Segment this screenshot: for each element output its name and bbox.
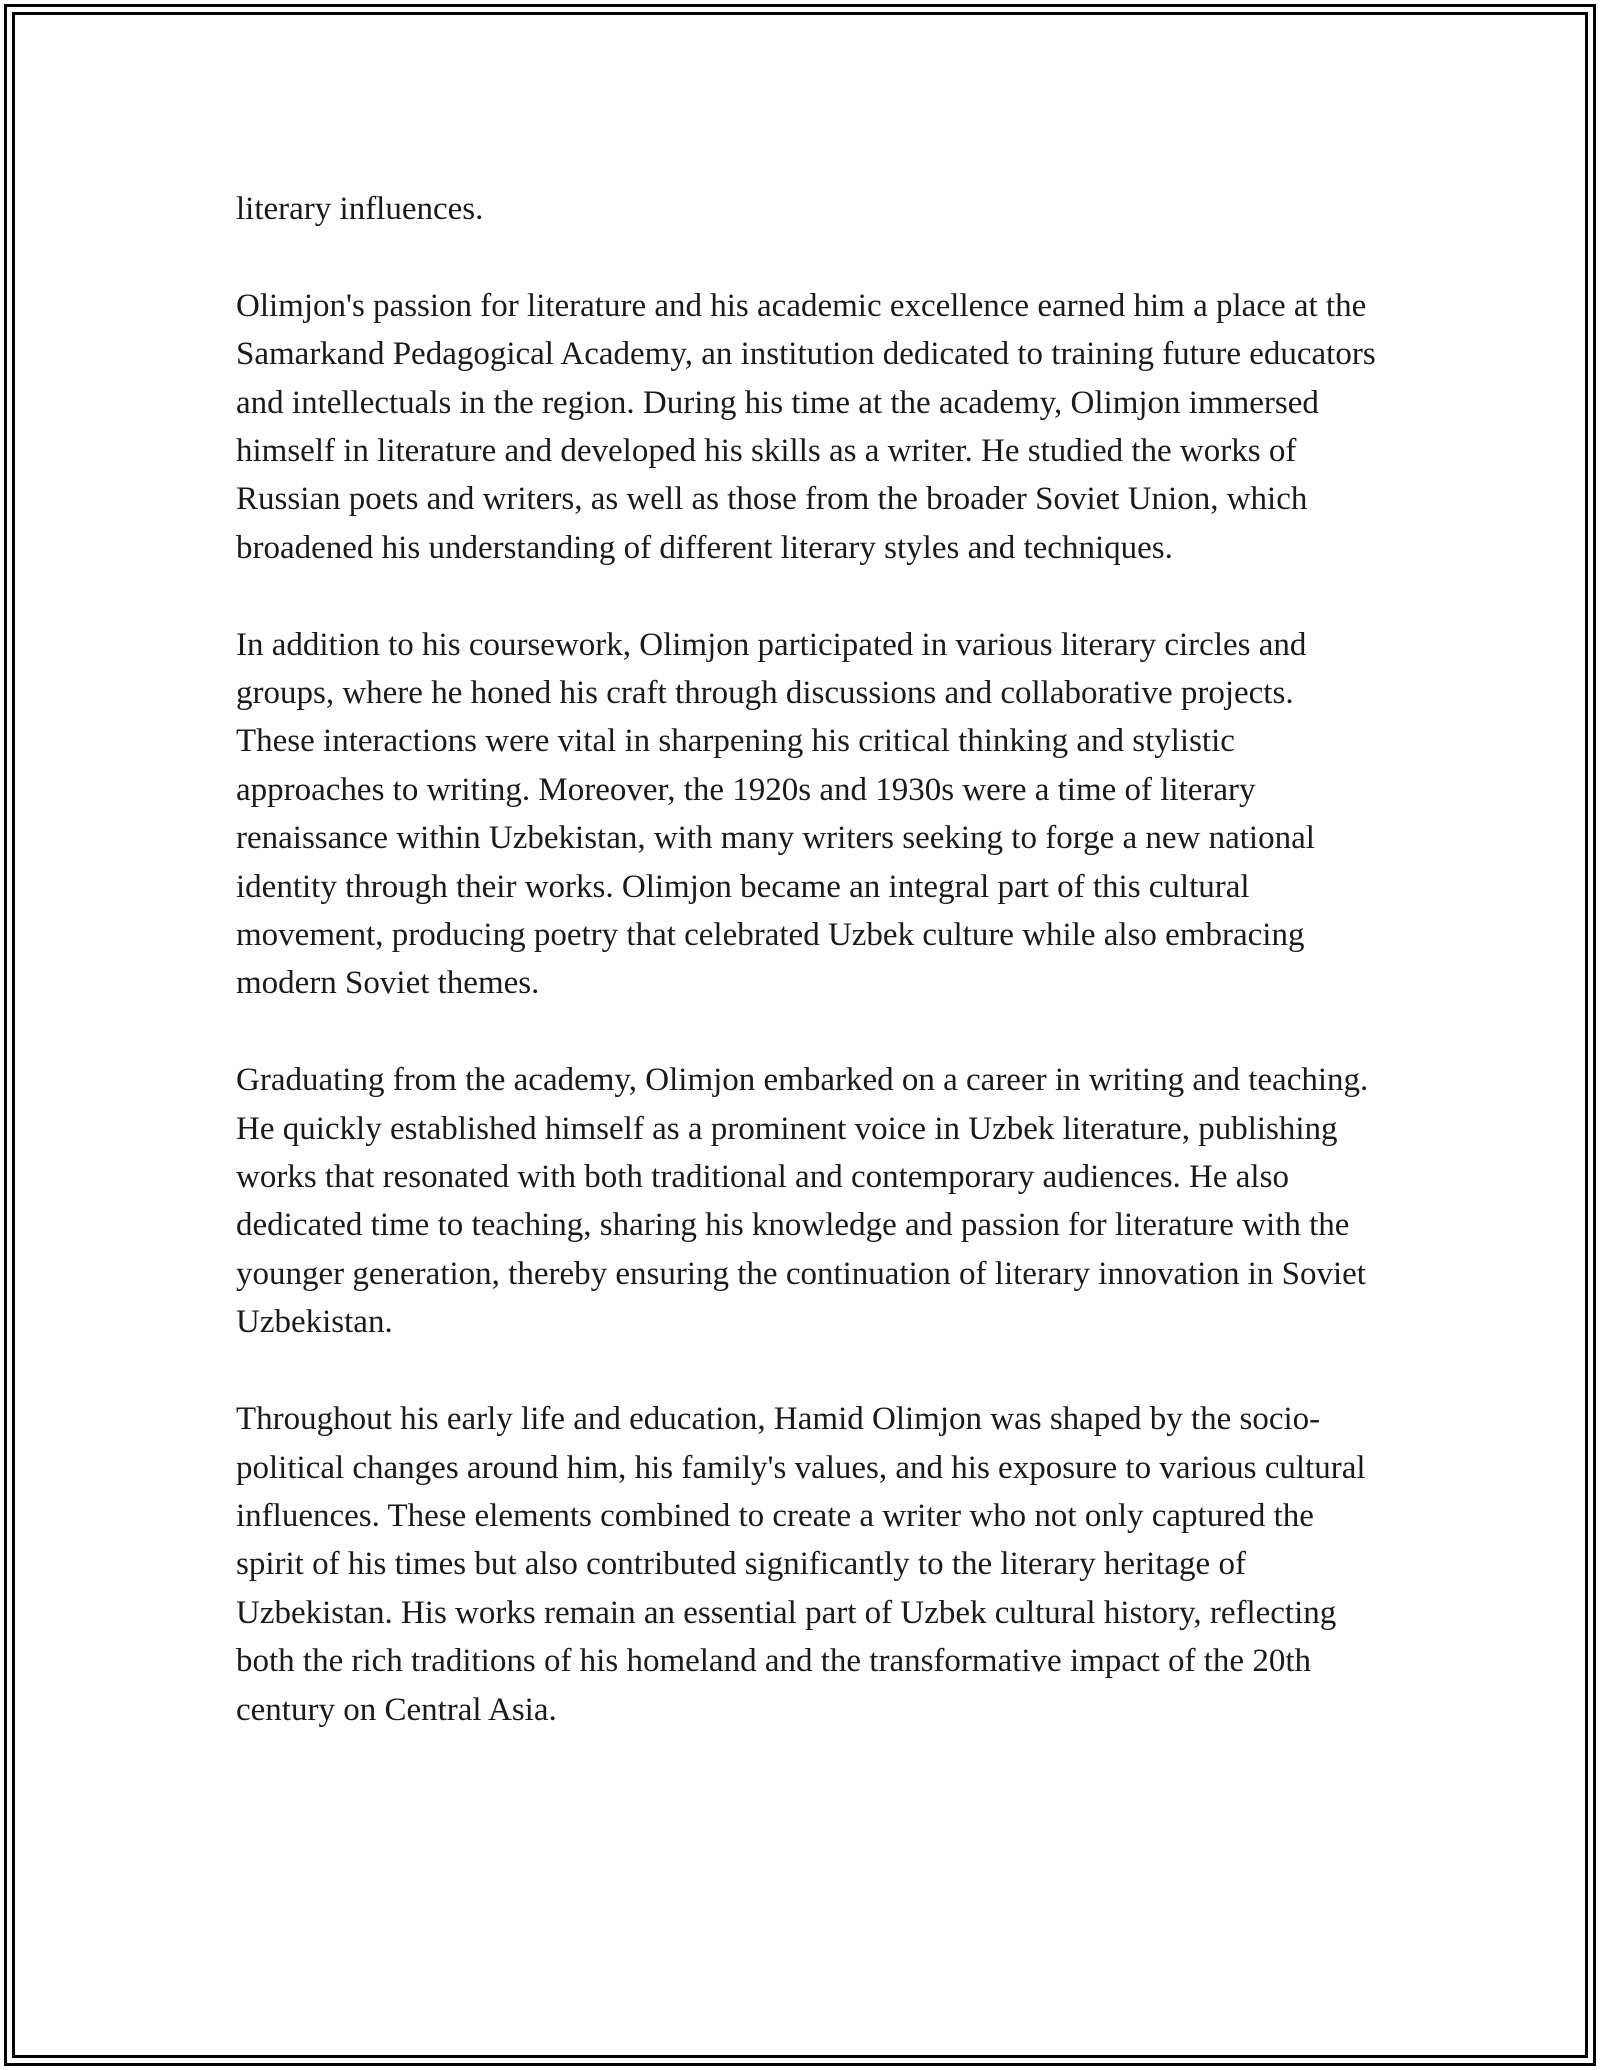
document-body: [236, 185, 1376, 1782]
paragraph-literary-circles: In addition to his coursework, Olimjon participated in various literary circles and groups, where he honed his craft through discussions and collaborative projects. These interactions were vital in sharpening his critical thinking and stylistic approaches to writing. Moreover, the 1920s and 1930s were a time of literary renaissance within Uzbekistan, with many writers seeking to forge a new national identity through their works. Olimjon became an integral part of this cultural movement, producing poetry that celebrated Uzbek culture while also embracing modern Soviet themes.: [236, 626, 1315, 1002]
paragraph-academy: Olimjon's passion for literature and his academic excellence earned him a place at the Samarkand Pedagogical Academy, an institution dedicated to training future educators and intellectuals in the region. During his time at the academy, Olimjon immersed himself in literature and developed his skills as a writer. He studied the works of Russian poets and writers, as well as those from the broader Soviet Union, which broadened his understanding of different literary styles and techniques.: [236, 287, 1376, 566]
paragraph-continuation: literary influences.: [236, 191, 484, 227]
paragraph-career: Graduating from the academy, Olimjon embarked on a career in writing and teaching. He quickly established himself as a prominent voice in Uzbek literature, publishing works that resonated with both traditional and contemporary audiences. He also dedicated time to teaching, sharing his knowledge and passion for literature with the younger generation, thereby ensuring the continuation of literary innovation in Soviet Uzbekistan.: [236, 1062, 1369, 1341]
paragraph-conclusion: Throughout his early life and education, Hamid Olimjon was shaped by the socio-political changes around him, his family's values, and his exposure to various cultural influences. These elements combined to create a writer who not only captured the spirit of his times but also contributed significantly to the literary heritage of Uzbekistan. His works remain an essential part of Uzbek cultural history, reflecting both the rich traditions of his homeland and the transformative impact of the 20th century on Central Asia.: [236, 1401, 1366, 1728]
